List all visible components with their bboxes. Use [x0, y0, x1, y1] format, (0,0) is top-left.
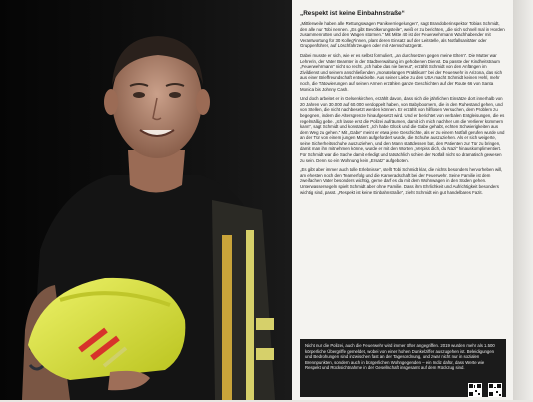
article-paragraph: „Es gibt aber immer auch tolle Erlebnisse“, stellt Tobi Schmidt klar, die nichts besonders hervorheben will, am ehesten noch den Teamerfolg und die Kameradschaft bei der Feuerwehr. Seine Familie ist dem zweifachen Vater besonders wichtig, gerne darf es da mit dem Wohnwagen in den Süden gehen. Unterwassersegeln spielt Schmidt aber ohne Familie. Dass ihm Ehrlichkeit und Aufrichtigkeit besonders wichtig sind, passt. „Respekt ist keine Einbahnstraße“, zieht Schmidt ein gut handelbares Fazit. — [300, 167, 503, 195]
article-paragraph: Und doch arbeitet er in Gelsenkirchen, erzählt davon, dass sich die jährlichen Einsätze dort innerhalb von 20 Jahren von 30.000 auf 60.000 verdoppelt haben, von Babyboomern, die in den Ruhestand gehen, und von Stellen, die nicht nachbesetzt werden können. Er erzählt von hilflosen Versuchen, dem Problem zu begegnen, indem die Altersgrenze hinaufgesetzt wird. Und er berichtet von verbalen Entgleisungen, die es regelmäßig gebe. „Ich lasse erst die Polizei aufräumen, damit ich mich nachher um die Verlierer kümmern kann“, sagt Schmidt und konstatiert: „Ich habe Glück und die Gabe gehabt, echten Schwierigkeiten aus dem Weg zu gehen.“ Mit „Gabe“ meint er etwa jene Geschichte, als er zu einem Notfall gerufen wurde und an der Tür von einem jungen Mann aufgefordert wurde, die Schuhe auszuziehen. Als er sich weigerte, seine Sicherheitsschuhe auszuziehen, und den Mann stattdessen bat, den Patienten zur Tür zu bringen, damit man ihn mitnehmen könne, wurde er mit den Worten „Verpiss dich, du Nazi“ hinauskomplimentiert. Für Schmidt war die Sache damit erledigt und tatsächlich schien der Notfall nicht so dramatisch gewesen zu sein. Denn so ein Wohnung kein „Ersatz“ aufgeboten. — [300, 96, 505, 163]
article-headline: „Respekt ist keine Einbahnstraße“ — [300, 10, 405, 17]
jacket-trim — [222, 235, 232, 400]
article-column — [300, 10, 506, 199]
qr-code-icon — [468, 383, 482, 397]
article-page — [292, 0, 533, 400]
article-paragraph: „Mittlerweile haben alle Rettungswagen Panikverriegelungen“, sagt Brandoberinspektor Tobias Schmidt, den alle nur Tobi nennen. „Es gibt Bevölkerungsteile“, weiß er zu berichten, „die sich schnell mal in Horden zusammenrotten und den Wagen stürmen.“ Mit Mitte 40 ist der Feuerwehrmann Wachhabender mit Verantwortung für 30 Kolleg*innen, plant deren Einsatz auf der Leitstelle, als Notfallsanitäter oder Gruppenführer, auf Löschfahrzeugen oder mit Atemschutzgerät. — [300, 21, 505, 49]
info-box-text: Nicht nur die Polizei, auch die Feuerwehr wird immer öfter angegriffen. 2019 wurden mehr als 1.500 körperliche Übergriffe gemeldet, wobei von einer hohen Dunkelziffer auszugehen ist. Beleidigungen und Bedrohungen sind inzwischen fast an der Tagesordnung, und zwar nicht nur in sozialen Brennpunkten, sondern auch in bürgerlichen Wohngegenden – ein Indiz dafür, dass Werte wie Respekt und Rücksichtnahme in der Gesellschaft insgesamt auf dem Rückzug sind. — [305, 343, 495, 370]
qr-code-icon — [488, 383, 502, 397]
page-edge — [513, 0, 533, 400]
article-paragraph: Dabei musste er sich, wie er es selbst formuliert, „an durchsetzen gegen meine Eltern“. Die Mutter war Lehrerin, der Vater Beamter in der Stadtverwaltung im gehobenen Dienst. Da passte der Kindheitstraum „Feuerwehrmann“ nicht so recht. „Ich habe das nie bereut“, erzählt Schmidt von den Anfängen im Zivildienst und seinem anschließenden „monatelangen Praktikum“ bei der Feuerwehr in Arizona, das sich aus einer Brieffreundschaft entwickelte. Aus seiner Liebe zu den USA macht Schmidt keinen Hehl, mehr noch, die Tätowierungen auf seinen Armen erzählen ganze Geschichten auf der Route 66 von Santa Monica bis Johnny Cash. — [300, 52, 503, 92]
jacket — [212, 200, 275, 400]
